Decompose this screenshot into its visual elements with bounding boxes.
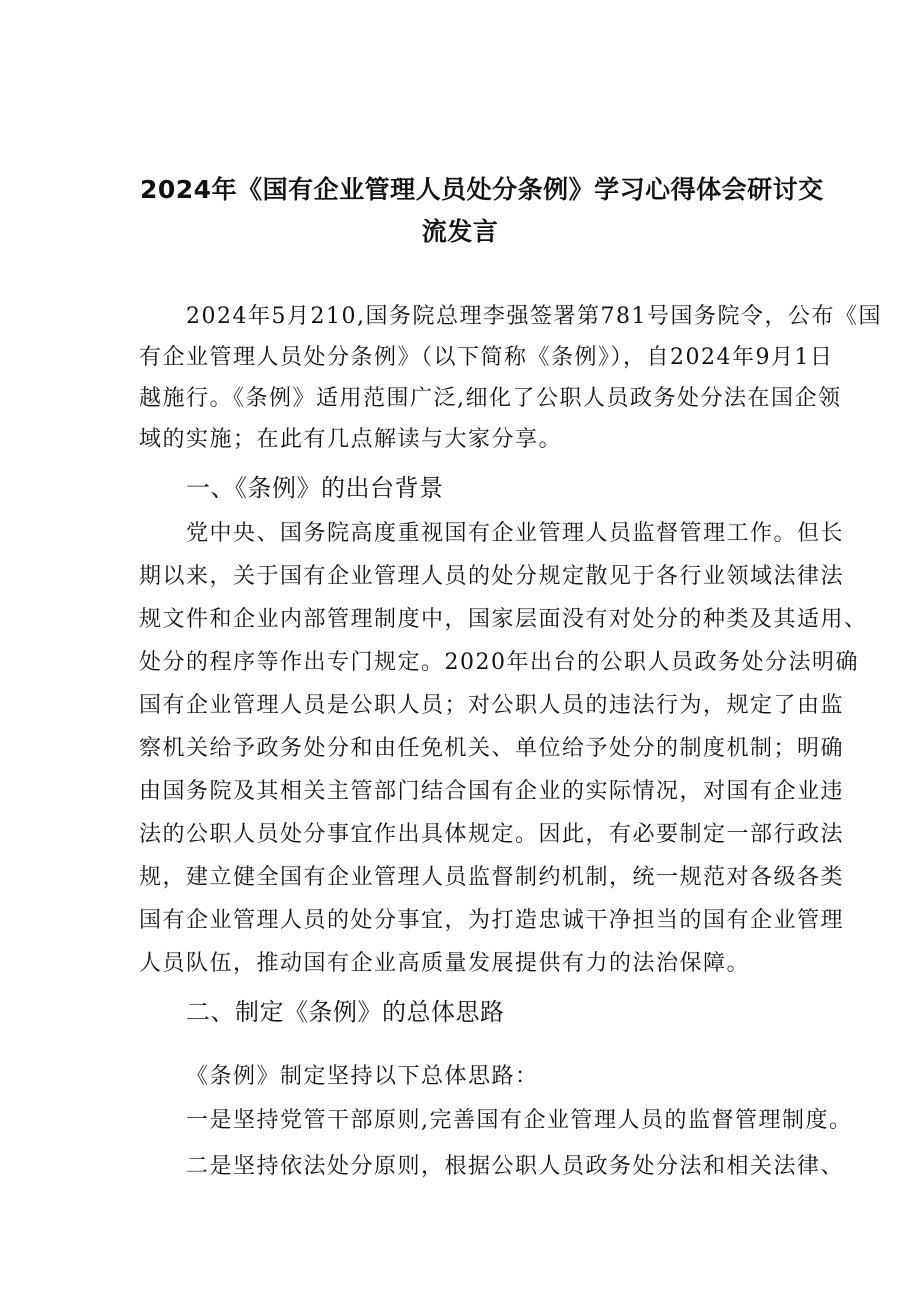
- section1-line: 法的公职人员处分事宜作出具体规定。因此，有必要制定一部行政法: [139, 822, 845, 847]
- section1-line: 国有企业管理人员是公职人员；对公职人员的违法行为，规定了由监: [139, 693, 845, 718]
- section1-line: 期以来，关于国有企业管理人员的处分规定散见于各行业领域法律法: [139, 564, 845, 589]
- document-title-line-1: 2024年《国有企业管理人员处分条例》学习心得体会研讨交: [140, 175, 824, 204]
- section1-line: 人员队伍，推动国有企业高质量发展提供有力的法治保障。: [139, 951, 751, 976]
- section2-line: 二是坚持依法处分原则，根据公职人员政务处分法和相关法律、: [186, 1154, 845, 1179]
- section-heading-2: 二、制定《条例》的总体思路: [186, 998, 505, 1026]
- section1-line: 规文件和企业内部管理制度中，国家层面没有对处分的种类及其适用、: [139, 607, 868, 632]
- intro-line: 域的实施；在此有几点解读与大家分享。: [139, 427, 563, 452]
- intro-line: 2024年5月210,国务院总理李强签署第781号国务院令，公布《国: [186, 304, 882, 329]
- section2-line: 《条例》制定坚持以下总体思路：: [186, 1064, 539, 1089]
- section1-line: 察机关给予政务处分和由任免机关、单位给予处分的制度机制；明确: [139, 736, 845, 761]
- section1-line: 国有企业管理人员的处分事宜，为打造忠诚干净担当的国有企业管理: [139, 908, 845, 933]
- intro-line: 有企业管理人员处分条例》（以下简称《条例》），自2024年9月1日: [139, 345, 834, 370]
- section1-line: 党中央、国务院高度重视国有企业管理人员监督管理工作。但长: [186, 521, 845, 546]
- section-heading-1: 一、《条例》的出台背景: [186, 474, 444, 502]
- section1-line: 规，建立健全国有企业管理人员监督制约机制，统一规范对各级各类: [139, 865, 845, 890]
- section1-line: 由国务院及其相关主管部门结合国有企业的实际情况，对国有企业违: [139, 779, 845, 804]
- section1-line: 处分的程序等作出专门规定。2020年出台的公职人员政务处分法明确: [139, 650, 859, 675]
- intro-line: 越施行。《条例》适用范围广泛,细化了公职人员政务处分法在国企领: [139, 386, 842, 411]
- document-title-line-2: 流发言: [421, 217, 499, 246]
- section2-line: 一是坚持党管干部原则,完善国有企业管理人员的监督管理制度。: [186, 1108, 853, 1133]
